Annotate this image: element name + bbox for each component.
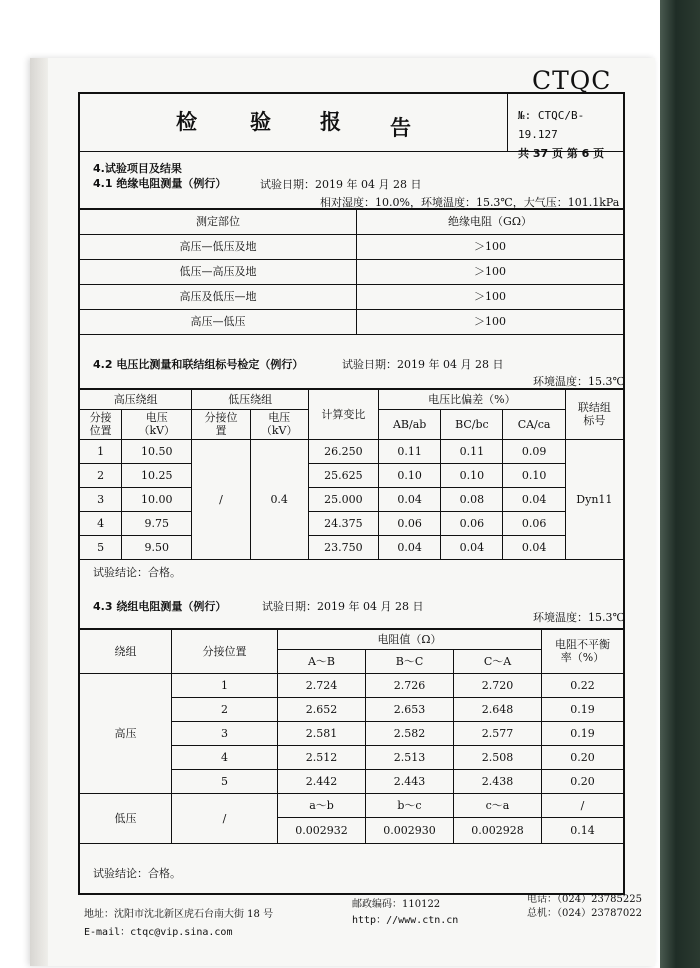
- section-4-3-title: 4.3 绕组电阻测量（例行）: [93, 600, 227, 613]
- table-cell: 1: [172, 673, 278, 697]
- table-cell: 2.720: [454, 673, 542, 697]
- table-cell: a～b: [278, 793, 366, 817]
- col-header-ca: CA/ca: [503, 409, 565, 439]
- table-cell: 4: [80, 511, 122, 535]
- table-cell: 10.50: [122, 439, 192, 463]
- col-header-deviation: 电压比偏差（%）: [379, 389, 566, 409]
- table-cell: 2.653: [366, 697, 454, 721]
- table-cell: 10.00: [122, 487, 192, 511]
- table-cell: 2.438: [454, 769, 542, 793]
- table-cell: /: [542, 793, 624, 817]
- table-cell: 2.581: [278, 721, 366, 745]
- title-char: 告: [390, 116, 411, 140]
- table-cell: 高压及低压—地: [80, 284, 357, 309]
- footer-website: http：//www.ctn.cn: [352, 915, 459, 926]
- table-cell: 0.11: [441, 439, 503, 463]
- table-cell: 10.25: [122, 463, 192, 487]
- table-cell: 1: [80, 439, 122, 463]
- page-count: 共 37 页 第 6 页: [518, 147, 605, 160]
- table-cell: Dyn11: [565, 439, 623, 559]
- winding-resistance-table: [79, 628, 624, 844]
- brand-logo: CTQC: [532, 66, 612, 95]
- table-cell: 0.04: [503, 487, 565, 511]
- title-char: 报: [320, 110, 341, 134]
- col-header-tap: 分接位置: [80, 409, 122, 439]
- table-cell: /: [192, 439, 250, 559]
- section-4-3-date: 试验日期：2019 年 04 月 28 日: [262, 600, 424, 613]
- table-cell: ＞100: [357, 284, 624, 309]
- table-cell: 高压—低压: [80, 309, 357, 334]
- col-header-tap: 分接位置: [172, 629, 278, 673]
- table-cell: 5: [172, 769, 278, 793]
- table-cell: 4: [172, 745, 278, 769]
- table-cell: 5: [80, 535, 122, 559]
- table-cell: 低压: [80, 793, 172, 843]
- col-header-winding: 绕组: [80, 629, 172, 673]
- table-cell: 2: [172, 697, 278, 721]
- col-header-bc: B～C: [366, 649, 454, 673]
- table-cell: 26.250: [308, 439, 378, 463]
- background-edge: [660, 0, 700, 968]
- section-4-1-date: 试验日期：2019 年 04 月 28 日: [260, 178, 422, 191]
- report-header: [80, 94, 623, 160]
- section-4-2-title: 4.2 电压比测量和联结组标号检定（例行）: [93, 358, 304, 371]
- report-frame: [78, 92, 625, 895]
- table-cell: 0.002932: [278, 817, 366, 843]
- table-cell: 0.04: [503, 535, 565, 559]
- table-cell: 2.652: [278, 697, 366, 721]
- col-header-part: 测定部位: [80, 209, 357, 234]
- col-header-ca: C～A: [454, 649, 542, 673]
- section-title: 4.试验项目及结果: [93, 162, 182, 175]
- col-header-voltage: 电压（kV）: [122, 409, 192, 439]
- table-cell: 0.20: [542, 769, 624, 793]
- table-cell: 0.002930: [366, 817, 454, 843]
- table-cell: 2.724: [278, 673, 366, 697]
- footer-fax: 总机：（024）23787022: [527, 908, 642, 919]
- table-cell: 9.75: [122, 511, 192, 535]
- table-cell: 2.582: [366, 721, 454, 745]
- col-header-resistance: 电阻值（Ω）: [278, 629, 542, 649]
- title-char: 验: [250, 110, 271, 134]
- table-cell: 0.04: [379, 535, 441, 559]
- table-cell: 24.375: [308, 511, 378, 535]
- report-title: [80, 94, 508, 152]
- table-cell: 3: [172, 721, 278, 745]
- table-cell: 2.648: [454, 697, 542, 721]
- table-cell: 23.750: [308, 535, 378, 559]
- table-cell: 0.11: [379, 439, 441, 463]
- table-cell: 0.22: [542, 673, 624, 697]
- table-cell: 0.20: [542, 745, 624, 769]
- col-header-ab: A～B: [278, 649, 366, 673]
- report-number-block: [518, 106, 623, 163]
- table-cell: 0.002928: [454, 817, 542, 843]
- section-4-2-conclusion: 试验结论：合格。: [93, 566, 181, 579]
- section-4-1-title: 4.1 绝缘电阻测量（例行）: [93, 177, 227, 190]
- col-header-ab: AB/ab: [379, 409, 441, 439]
- table-cell: 0.06: [503, 511, 565, 535]
- table-cell: 9.50: [122, 535, 192, 559]
- table-cell: 0.04: [441, 535, 503, 559]
- section-4-2-env: 环境温度：15.3℃: [533, 375, 625, 388]
- table-cell: 0.19: [542, 697, 624, 721]
- footer-postcode: 邮政编码：110122: [352, 899, 441, 910]
- page-binding-edge: [30, 58, 48, 966]
- table-cell: 0.19: [542, 721, 624, 745]
- col-header-tap: 分接位置: [192, 409, 250, 439]
- table-cell: 2.508: [454, 745, 542, 769]
- table-cell: 0.10: [379, 463, 441, 487]
- table-cell: 3: [80, 487, 122, 511]
- title-char: 检: [176, 110, 197, 134]
- table-cell: 2.443: [366, 769, 454, 793]
- table-cell: 2.442: [278, 769, 366, 793]
- section-4-3-conclusion: 试验结论：合格。: [93, 867, 181, 880]
- footer-phone: 电话：（024）23785225: [527, 894, 642, 905]
- table-cell: /: [172, 793, 278, 843]
- report-number: №: CTQC/B-19.127: [518, 109, 585, 141]
- col-header-resistance: 绝缘电阻（GΩ）: [357, 209, 624, 234]
- table-cell: b～c: [366, 793, 454, 817]
- table-cell: 0.14: [542, 817, 624, 843]
- table-cell: 0.09: [503, 439, 565, 463]
- col-header-bc: BC/bc: [441, 409, 503, 439]
- table-cell: ＞100: [357, 234, 624, 259]
- table-cell: 2.726: [366, 673, 454, 697]
- table-cell: ＞100: [357, 309, 624, 334]
- table-cell: c～a: [454, 793, 542, 817]
- footer-address: 地址：沈阳市沈北新区虎石台南大街 18 号: [84, 909, 274, 920]
- table-cell: 2: [80, 463, 122, 487]
- section-4-2-date: 试验日期：2019 年 04 月 28 日: [342, 358, 504, 371]
- table-cell: 0.08: [441, 487, 503, 511]
- col-header-ratio: 计算变比: [308, 389, 378, 439]
- table-cell: 0.06: [441, 511, 503, 535]
- table-cell: 0.10: [503, 463, 565, 487]
- table-cell: 25.000: [308, 487, 378, 511]
- footer-email: E-mail：ctqc@vip.sina.com: [84, 927, 233, 938]
- table-cell: 0.4: [250, 439, 308, 559]
- table-cell: 25.625: [308, 463, 378, 487]
- voltage-ratio-table: [79, 388, 624, 560]
- table-cell: ＞100: [357, 259, 624, 284]
- col-header-lv: 低压绕组: [192, 389, 308, 409]
- table-cell: 2.513: [366, 745, 454, 769]
- table-cell: 低压—高压及地: [80, 259, 357, 284]
- col-header-hv: 高压绕组: [80, 389, 192, 409]
- table-cell: 2.512: [278, 745, 366, 769]
- table-cell: 0.06: [379, 511, 441, 535]
- insulation-table: [79, 208, 624, 335]
- col-header-unbalance: 电阻不平衡率（%）: [542, 629, 624, 673]
- table-cell: 0.10: [441, 463, 503, 487]
- table-cell: 0.04: [379, 487, 441, 511]
- table-cell: 高压: [80, 673, 172, 793]
- col-header-group: 联结组标号: [565, 389, 623, 439]
- section-4-1-env: 相对湿度：10.0%，环境温度：15.3℃，大气压：101.1kPa: [320, 196, 620, 209]
- col-header-voltage: 电压（kV）: [250, 409, 308, 439]
- table-cell: 2.577: [454, 721, 542, 745]
- table-cell: 高压—低压及地: [80, 234, 357, 259]
- section-4-3-env: 环境温度：15.3℃: [533, 611, 625, 624]
